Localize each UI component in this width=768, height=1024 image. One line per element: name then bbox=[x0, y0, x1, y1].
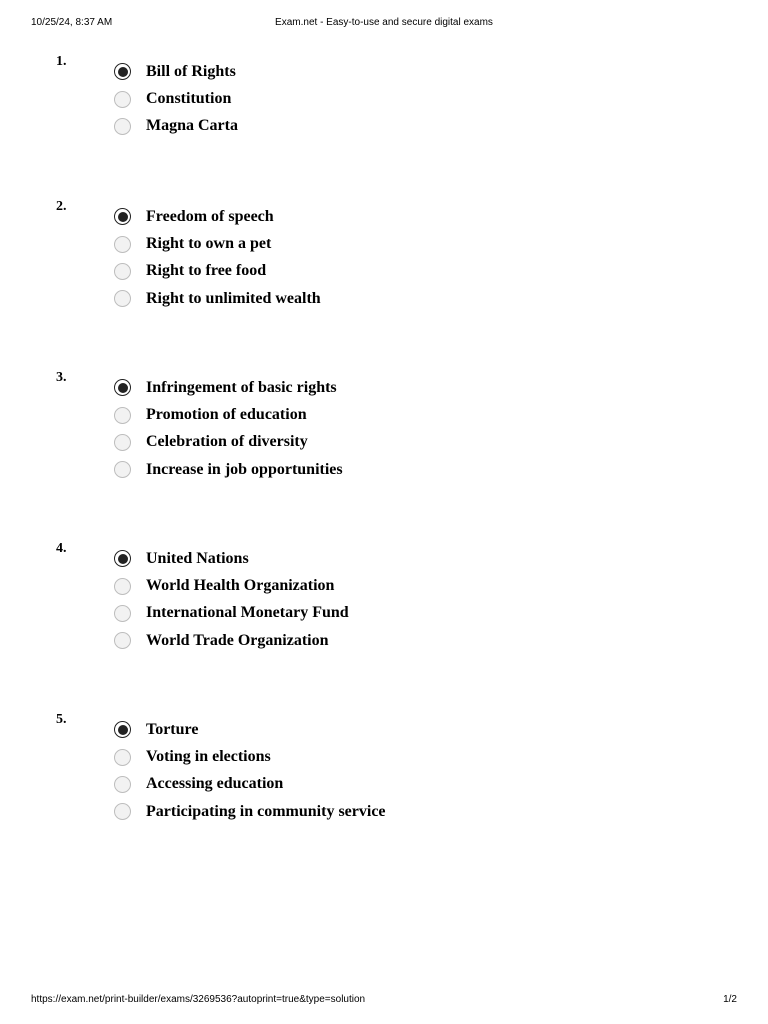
radio-button-selected[interactable] bbox=[114, 63, 131, 80]
answer-option[interactable] bbox=[114, 771, 386, 798]
option-label: Right to own a pet bbox=[146, 235, 272, 253]
answer-option[interactable] bbox=[114, 258, 321, 285]
answer-option[interactable] bbox=[114, 113, 238, 140]
option-label: Voting in elections bbox=[146, 748, 271, 766]
question-number: 3. bbox=[56, 370, 67, 385]
answer-option[interactable] bbox=[114, 456, 343, 483]
option-label: Bill of Rights bbox=[146, 62, 236, 80]
print-url: https://exam.net/print-builder/exams/3269536?autoprint=true&type=solution bbox=[31, 994, 366, 1005]
question-number: 4. bbox=[56, 541, 67, 556]
option-label: Accessing education bbox=[146, 775, 284, 793]
radio-button[interactable] bbox=[114, 263, 131, 280]
answer-option[interactable] bbox=[114, 572, 349, 599]
print-header bbox=[31, 17, 737, 31]
radio-button[interactable] bbox=[114, 803, 131, 820]
option-label: Right to free food bbox=[146, 262, 267, 280]
answer-option[interactable] bbox=[114, 716, 386, 743]
radio-button[interactable] bbox=[114, 236, 131, 253]
answer-option[interactable] bbox=[114, 429, 343, 456]
radio-button-selected[interactable] bbox=[114, 379, 131, 396]
option-label: Constitution bbox=[146, 90, 232, 108]
radio-button[interactable] bbox=[114, 91, 131, 108]
answer-option[interactable] bbox=[114, 743, 386, 770]
radio-button-selected[interactable] bbox=[114, 208, 131, 225]
answer-option[interactable] bbox=[114, 285, 321, 312]
question-number: 1. bbox=[56, 54, 67, 69]
radio-button[interactable] bbox=[114, 749, 131, 766]
answer-option[interactable] bbox=[114, 374, 343, 401]
option-label: Freedom of speech bbox=[146, 207, 274, 225]
print-datetime: 10/25/24, 8:37 AM bbox=[31, 17, 113, 28]
answer-option[interactable] bbox=[114, 627, 349, 654]
print-footer bbox=[31, 994, 737, 1008]
radio-button[interactable] bbox=[114, 290, 131, 307]
answer-option[interactable] bbox=[114, 203, 321, 230]
option-label: World Trade Organization bbox=[146, 631, 329, 649]
radio-button-selected[interactable] bbox=[114, 721, 131, 738]
page-number: 1/2 bbox=[723, 994, 737, 1005]
option-label: Celebration of diversity bbox=[146, 433, 308, 451]
radio-button-selected[interactable] bbox=[114, 550, 131, 567]
answer-options bbox=[114, 545, 349, 655]
answer-option[interactable] bbox=[114, 230, 321, 257]
answer-options bbox=[114, 58, 238, 140]
option-label: Right to unlimited wealth bbox=[146, 289, 321, 307]
radio-button[interactable] bbox=[114, 578, 131, 595]
answer-option[interactable] bbox=[114, 798, 386, 825]
answer-option[interactable] bbox=[114, 600, 349, 627]
answer-option[interactable] bbox=[114, 545, 349, 572]
radio-button[interactable] bbox=[114, 605, 131, 622]
radio-button[interactable] bbox=[114, 407, 131, 424]
answer-option[interactable] bbox=[114, 85, 238, 112]
option-label: World Health Organization bbox=[146, 577, 335, 595]
answer-option[interactable] bbox=[114, 401, 343, 428]
option-label: Promotion of education bbox=[146, 406, 307, 424]
option-label: Participating in community service bbox=[146, 802, 386, 820]
question-number: 2. bbox=[56, 199, 67, 214]
option-label: Increase in job opportunities bbox=[146, 460, 343, 478]
answer-options bbox=[114, 203, 321, 313]
option-label: Torture bbox=[146, 720, 199, 738]
question-number: 5. bbox=[56, 712, 67, 727]
radio-button[interactable] bbox=[114, 118, 131, 135]
print-page-title: Exam.net - Easy-to-use and secure digital exams bbox=[275, 17, 493, 28]
option-label: International Monetary Fund bbox=[146, 604, 349, 622]
option-label: Magna Carta bbox=[146, 117, 238, 135]
radio-button[interactable] bbox=[114, 461, 131, 478]
option-label: United Nations bbox=[146, 549, 249, 567]
answer-option[interactable] bbox=[114, 58, 238, 85]
radio-button[interactable] bbox=[114, 776, 131, 793]
radio-button[interactable] bbox=[114, 434, 131, 451]
option-label: Infringement of basic rights bbox=[146, 378, 337, 396]
answer-options bbox=[114, 716, 386, 826]
radio-button[interactable] bbox=[114, 632, 131, 649]
answer-options bbox=[114, 374, 343, 484]
